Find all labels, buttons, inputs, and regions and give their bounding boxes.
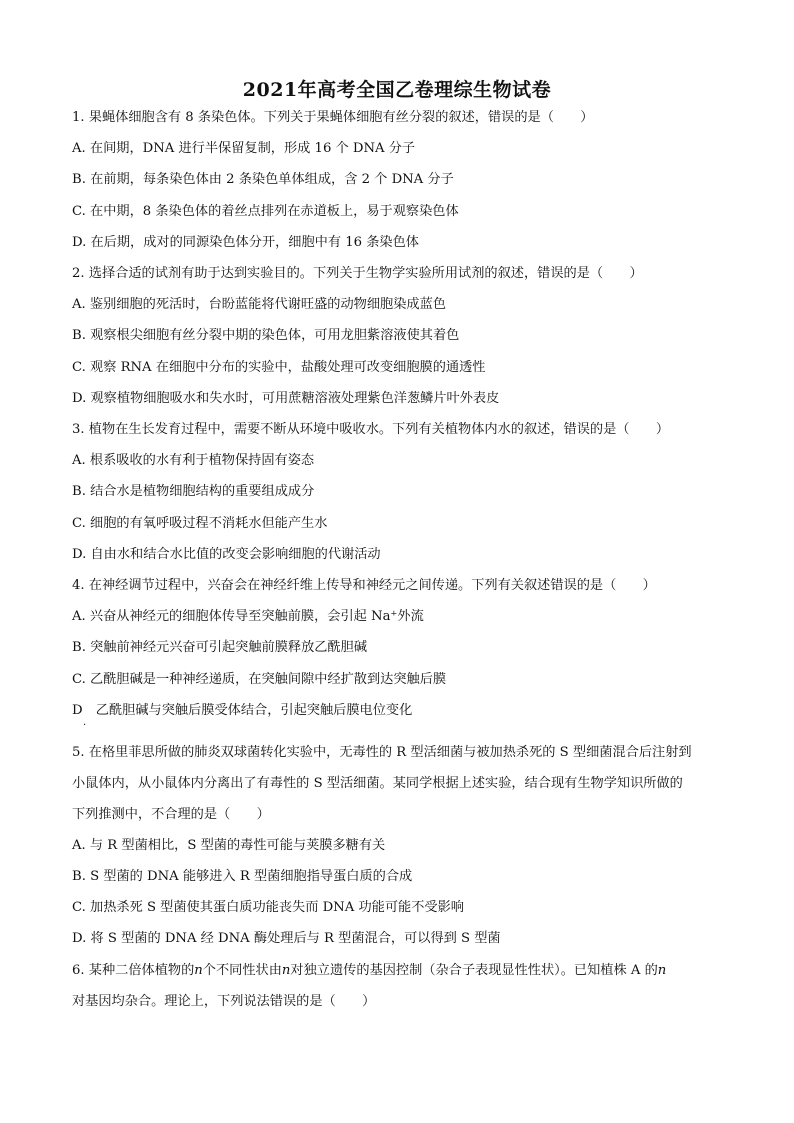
- question-2-stem: 2. 选择合适的试剂有助于达到实验目的。下列关于生物学实验所用试剂的叙述，错误的是（ ）: [72, 266, 643, 281]
- page-title: 2021年高考全国乙卷理综生物试卷: [242, 79, 552, 101]
- question-6-stem-part-1: 6. 某种二倍体植物的: [72, 963, 195, 978]
- question-5-option-d: D. 将 S 型菌的 DNA 经 DNA 酶处理后与 R 型菌混合，可以得到 S 型菌: [72, 931, 501, 946]
- question-5-option-a: A. 与 R 型菌相比，S 型菌的毒性可能与荚膜多糖有关: [72, 838, 386, 853]
- question-3-stem: 3. 植物在生长发育过程中，需要不断从环境中吸收水。下列有关植物体内水的叙述，错误的是（ ）: [72, 422, 670, 437]
- question-4-option-a: A. 兴奋从神经元的细胞体传导至突触前膜，会引起 Na⁺外流: [72, 609, 424, 624]
- question-3-option-b: B. 结合水是植物细胞结构的重要组成成分: [72, 484, 315, 499]
- question-6-stem-part-2: 个不同性状由: [202, 963, 282, 978]
- question-2-option-a: A. 鉴别细胞的死活时，台盼蓝能将代谢旺盛的动物细胞染成蓝色: [72, 297, 446, 312]
- question-5-stem-line-3: 下列推测中，不合理的是（ ）: [72, 807, 270, 822]
- variable-n: n: [657, 963, 667, 978]
- question-6-stem-part-3: 对独立遗传的基因控制（杂合子表现显性性状）。已知植株 A 的: [290, 963, 658, 978]
- question-2-option-b: B. 观察根尖细胞有丝分裂中期的染色体，可用龙胆紫溶液使其着色: [72, 328, 460, 343]
- variable-n: n: [194, 963, 203, 978]
- stray-dot: ·: [83, 720, 87, 731]
- question-1-option-c: C. 在中期，8 条染色体的着丝点排列在赤道板上，易于观察染色体: [72, 204, 459, 219]
- question-3-option-a: A. 根系吸收的水有利于植物保持固有姿态: [72, 453, 315, 468]
- question-1-option-d: D. 在后期，成对的同源染色体分开，细胞中有 16 条染色体: [72, 235, 419, 250]
- question-6-stem-line-2: 对基因均杂合。理论上，下列说法错误的是（ ）: [72, 994, 376, 1009]
- question-4-option-d: D 乙酰胆碱与突触后膜受体结合，引起突触后膜电位变化: [72, 703, 413, 718]
- question-5-option-b: B. S 型菌的 DNA 能够进入 R 型菌细胞指导蛋白质的合成: [72, 869, 413, 884]
- question-1-stem: 1. 果蝇体细胞含有 8 条染色体。下列关于果蝇体细胞有丝分裂的叙述，错误的是（ ）: [72, 110, 594, 125]
- question-3-option-c: C. 细胞的有氧呼吸过程不消耗水但能产生水: [72, 516, 328, 531]
- question-4-stem: 4. 在神经调节过程中，兴奋会在神经纤维上传导和神经元之间传递。下列有关叙述错误的是（ ）: [72, 578, 656, 593]
- question-3-option-d: D. 自由水和结合水比值的改变会影响细胞的代谢活动: [72, 547, 381, 562]
- question-1-option-b: B. 在前期，每条染色体由 2 条染色单体组成，含 2 个 DNA 分子: [72, 172, 454, 187]
- question-5-stem-line-1: 5. 在格里菲思所做的肺炎双球菌转化实验中，无毒性的 R 型活细菌与被加热杀死的 S 型细菌混合后注射到: [72, 745, 692, 760]
- question-4-option-c: C. 乙酰胆碱是一种神经递质，在突触间隙中经扩散到达突触后膜: [72, 672, 447, 687]
- question-6-stem-line-1: [72, 962, 732, 980]
- question-2-option-c: C. 观察 RNA 在细胞中分布的实验中，盐酸处理可改变细胞膜的通透性: [72, 360, 486, 375]
- question-4-option-b: B. 突触前神经元兴奋可引起突触前膜释放乙酰胆碱: [72, 640, 368, 655]
- question-2-option-d: D. 观察植物细胞吸水和失水时，可用蔗糖溶液处理紫色洋葱鳞片叶外表皮: [72, 391, 500, 406]
- variable-n: n: [281, 963, 291, 978]
- question-5-stem-line-2: 小鼠体内，从小鼠体内分离出了有毒性的 S 型活细菌。某同学根据上述实验，结合现有生物学知识所做的: [72, 776, 683, 791]
- question-5-option-c: C. 加热杀死 S 型菌使其蛋白质功能丧失而 DNA 功能可能不受影响: [72, 900, 464, 915]
- question-1-option-a: A. 在间期，DNA 进行半保留复制，形成 16 个 DNA 分子: [72, 141, 416, 156]
